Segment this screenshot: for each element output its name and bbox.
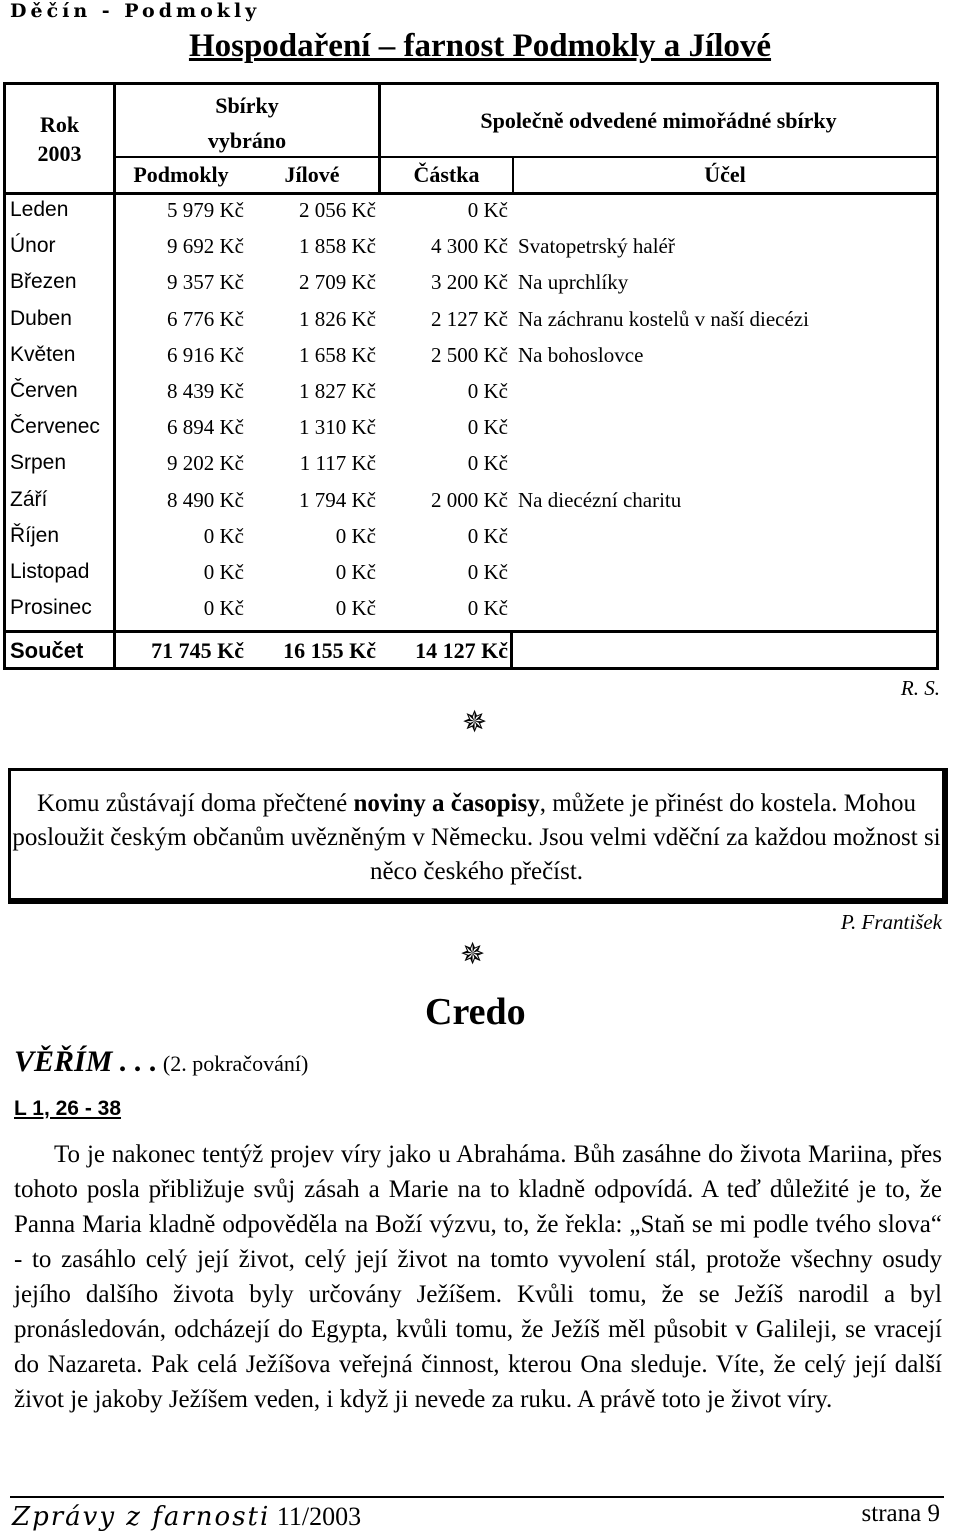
cell-podmokly: 5 979 Kč xyxy=(167,198,244,222)
credo-heading-bold: VĚŘÍM . . . xyxy=(14,1045,158,1078)
col-podmokly-header: Podmokly xyxy=(133,162,229,187)
cell-jilove: 0 Kč xyxy=(335,596,376,621)
header-town: Děčín - Podmokly xyxy=(10,0,261,22)
cell-amount: 0 Kč xyxy=(467,451,508,476)
cell-month: Srpen xyxy=(10,451,67,475)
cell-amount: 0 Kč xyxy=(467,523,508,548)
credo-heading-rest: (2. pokračování) xyxy=(157,1051,309,1076)
cell-jilove: 1 658 Kč xyxy=(299,342,376,367)
footer-issue: 11/2003 xyxy=(270,1502,362,1531)
cell-podmokly: 6 894 Kč xyxy=(167,415,244,440)
cell-amount: 0 Kč xyxy=(467,379,508,403)
cell-podmokly: 6 776 Kč xyxy=(167,306,244,331)
footer-magazine xyxy=(12,1502,361,1532)
cell-podmokly: 6 916 Kč xyxy=(167,342,244,367)
cell-jilove: 0 Kč xyxy=(335,523,376,548)
cell-jilove: 1 826 Kč xyxy=(299,306,376,331)
table-divider xyxy=(3,630,939,633)
cell-amount: 0 Kč xyxy=(467,415,508,440)
cell-month: Listopad xyxy=(10,560,90,583)
cell-jilove: 1 858 Kč xyxy=(299,234,376,259)
col-year-value: 2003 xyxy=(37,141,82,166)
col-collections-label: Sbírky xyxy=(215,93,279,118)
cell-jilove: 1 794 Kč xyxy=(299,487,376,512)
cell-purpose: Na bohoslovce xyxy=(518,342,644,367)
cell-month: Leden xyxy=(10,198,69,221)
table-divider xyxy=(3,192,939,195)
cell-jilove: 0 Kč xyxy=(335,560,376,584)
notice-box xyxy=(8,768,948,904)
cell-amount: 2 500 Kč xyxy=(431,342,508,367)
sum-podmokly: 71 745 Kč xyxy=(151,638,244,663)
sum-jilove: 16 155 Kč xyxy=(283,638,376,663)
cell-month: Duben xyxy=(10,306,72,330)
cell-month: Září xyxy=(10,487,48,511)
sum-label: Součet xyxy=(10,638,84,663)
cell-purpose: Svatopetrský haléř xyxy=(518,234,675,259)
notice-text-2: , můžete je přinést do kostela. Mohou posloužit českým občanům uvězněným v Německu. Jsou velmi vděční za každou možnost si něco českého přečíst. xyxy=(12,790,941,885)
notice-bold: noviny a časopisy xyxy=(353,790,540,817)
footer-divider xyxy=(10,1496,944,1498)
col-amount-header: Částka xyxy=(413,162,480,187)
cell-amount: 0 Kč xyxy=(467,560,508,584)
cell-podmokly: 8 490 Kč xyxy=(167,487,244,512)
credo-heading xyxy=(14,1045,308,1079)
cell-month: Únor xyxy=(10,234,56,258)
cell-amount: 4 300 Kč xyxy=(431,234,508,259)
cell-month: Červen xyxy=(10,379,78,402)
cell-jilove: 2 709 Kč xyxy=(299,270,376,295)
credo-title: Credo xyxy=(425,991,526,1033)
cell-podmokly: 8 439 Kč xyxy=(167,379,244,403)
col-collections-header xyxy=(116,88,378,158)
notice-text-1: Komu zůstávají doma přečtené xyxy=(36,790,354,817)
cell-podmokly: 0 Kč xyxy=(203,596,244,621)
asterisk-ornament-icon: ✵ xyxy=(462,706,488,739)
footer-page: strana 9 xyxy=(861,1500,940,1527)
footer-magazine-name: Zprávy z farnosti xyxy=(12,1502,271,1532)
sum-amount: 14 127 Kč xyxy=(415,638,508,663)
cell-amount: 2 127 Kč xyxy=(431,306,508,331)
cell-amount: 2 000 Kč xyxy=(431,487,508,512)
col-collections-sub: vybráno xyxy=(207,128,287,153)
cell-month: Prosinec xyxy=(10,596,92,620)
col-jilove-header: Jílové xyxy=(284,162,340,187)
cell-amount: 0 Kč xyxy=(467,198,508,222)
col-joint-header: Společně odvedené mimořádné sbírky xyxy=(480,108,837,133)
cell-podmokly: 0 Kč xyxy=(203,560,244,584)
col-purpose-header: Účel xyxy=(704,162,746,187)
page-title: Hospodaření – farnost Podmokly a Jílové xyxy=(188,28,772,64)
cell-month: Červenec xyxy=(10,415,100,439)
cell-purpose: Na uprchlíky xyxy=(518,270,629,295)
cell-purpose: Na záchranu kostelů v naší diecézi xyxy=(518,306,809,331)
col-year-header xyxy=(3,110,116,168)
credo-body-text: To je nakonec tentýž projev víry jako u Abraháma. Bůh zasáhne do života Mariina, přes tohoto posla přibližuje svůj zásah a Marie na to kladně odpovídá. A teď důležité je to, že Panna Maria kladně odpověděla na Boží výzvu, to, že řekla: „Staň se mi podle tvého slova“ - to zasáhlo celý její život, celý její život na tomto vyvolení stál, protože všechny osudy jejího dalšího života byly určovány Ježíšem. Kvůli tomu, že se Ježíš narodil a byl pronásledován, odcházejí do Egypta, kvůli tomu, že Ježíš měl působit v Galileji, se vracejí do Nazareta. Pak celá Ježíšova veřejná činnost, kterou Ona sleduje. Víte, že celý její další život je jakoby Ježíšem veden, i když ji nevede za ruku. A právě toto je život víry. xyxy=(14,1141,942,1413)
cell-jilove: 2 056 Kč xyxy=(299,198,376,222)
cell-jilove: 1 827 Kč xyxy=(299,379,376,403)
cell-month: Říjen xyxy=(10,523,60,547)
cell-podmokly: 9 357 Kč xyxy=(167,270,244,295)
cell-podmokly: 9 202 Kč xyxy=(167,451,244,476)
cell-jilove: 1 117 Kč xyxy=(299,451,376,476)
cell-podmokly: 0 Kč xyxy=(203,523,244,548)
asterisk-ornament-icon: ✵ xyxy=(460,938,486,971)
signature-rs: R. S. xyxy=(900,676,940,700)
cell-month: Květen xyxy=(10,342,76,366)
signature-frantisek: P. František xyxy=(840,910,942,934)
cell-amount: 3 200 Kč xyxy=(431,270,508,295)
cell-podmokly: 9 692 Kč xyxy=(167,234,244,259)
cell-month: Březen xyxy=(10,270,77,294)
cell-jilove: 1 310 Kč xyxy=(299,415,376,440)
cell-purpose: Na diecézní charitu xyxy=(518,487,682,512)
col-year-label: Rok xyxy=(39,112,80,137)
table-divider xyxy=(510,630,513,670)
cell-amount: 0 Kč xyxy=(467,596,508,621)
bible-reference: L 1, 26 - 38 xyxy=(14,1097,122,1120)
